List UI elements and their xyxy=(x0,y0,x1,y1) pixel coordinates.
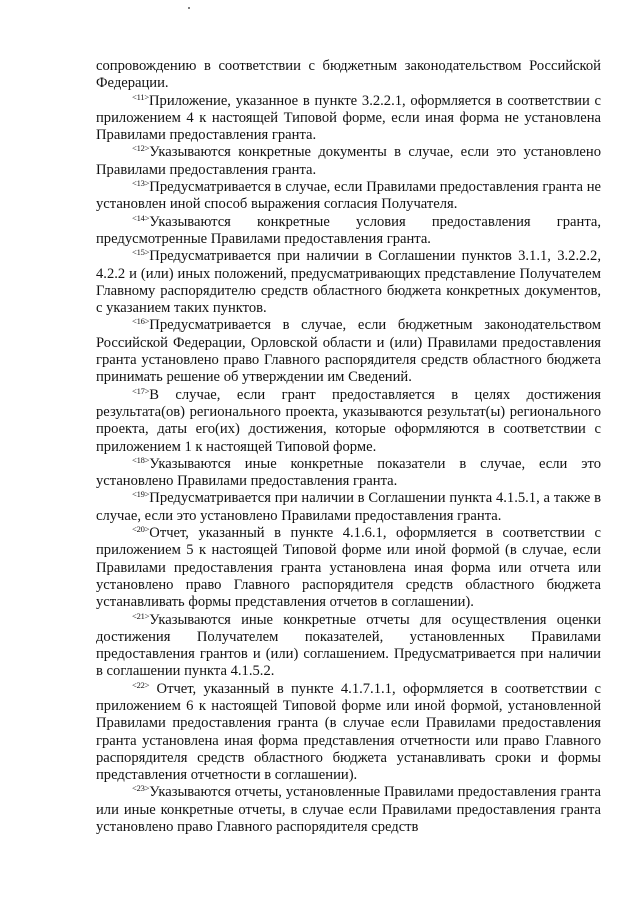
footnote-text: Отчет, указанный в пункте 4.1.6.1, оформляется в соответствии с приложением 5 к настоящей Типовой форме или иной формой (в случае, если Правилами предоставления гранта установлена иная форма или отчета или установлено право Главного распорядителя средств областного бюджета устанавливать формы представления отчетов в соглашении). xyxy=(96,525,601,611)
footnote-ref: <18> xyxy=(132,454,150,465)
footnote-ref: <14> xyxy=(132,212,150,223)
footnote-ref: <12> xyxy=(132,143,150,154)
footnote-20 xyxy=(96,525,601,611)
footnote-13 xyxy=(96,179,601,214)
footnote-14 xyxy=(96,214,601,249)
footnote-text: Приложение, указанное в пункте 3.2.2.1, оформляется в соответствии с приложением 4 к настоящей Типовой форме, если иная форма не установлена Правилами предоставления гранта. xyxy=(96,92,601,144)
footnote-ref: <21> xyxy=(132,610,150,621)
footnote-23 xyxy=(96,784,601,836)
footnote-text: Предусматривается в случае, если Правилами предоставления гранта не установлен иной способ выражения согласия Получателя. xyxy=(96,179,601,213)
footnote-text: Указываются отчеты, установленные Правилами предоставления гранта или иные конкретные отчеты, в случае если Правилами предоставления гранта установлено право Главного распорядителя средств xyxy=(96,784,601,836)
footnote-text: Предусматривается при наличии в Соглашении пунктов 3.1.1, 3.2.2.2, 4.2.2 и (или) иных положений, предусматривающих представление Получателем Главному распорядителю средств областного бюджета конкретных документов, с указанием таких пунктов. xyxy=(96,248,601,317)
scan-artifact-dot xyxy=(188,7,190,9)
footnote-21 xyxy=(96,612,601,681)
footnote-ref: <20> xyxy=(132,524,150,535)
footnote-11 xyxy=(96,93,601,145)
footnote-ref: <13> xyxy=(132,178,150,189)
footnote-ref: <15> xyxy=(132,247,150,258)
footnote-ref: <23> xyxy=(132,783,150,794)
footnote-text: Предусматривается при наличии в Соглашении пункта 4.1.5.1, а также в случае, если это установлено Правилами предоставления гранта. xyxy=(96,490,601,524)
opening-paragraph: сопровождению в соответствии с бюджетным законодательством Российской Федерации. xyxy=(96,58,601,92)
footnote-ref: <17> xyxy=(132,385,150,396)
footnote-16 xyxy=(96,317,601,386)
footnote-17 xyxy=(96,387,601,456)
footnote-15 xyxy=(96,248,601,317)
footnote-text: Предусматривается в случае, если бюджетным законодательством Российской Федерации, Орловской области и (или) Правилами предоставления гранта установлено право Главного распорядителя средств областного бюджета принимать решение об утверждении им Сведений. xyxy=(96,317,601,386)
footnote-text: Указываются конкретные документы в случае, если это установлено Правилами предоставления гранта. xyxy=(96,144,601,178)
footnote-text: Указываются иные конкретные показатели в случае, если это установлено Правилами предоставления гранта. xyxy=(96,455,601,490)
footnote-text: Отчет, указанный в пункте 4.1.7.1.1, оформляется в соответствии с приложением 6 к настоящей Типовой форме или иной формой, установленной Правилами предоставления гранта (в случае если Правилами предоставления гранта установлена иная форма представления отчетности или право Главного распорядителя средств областного бюджета устанавливать сроки и формы представления отчетности в соглашении). xyxy=(96,680,601,784)
footnote-ref: <16> xyxy=(132,316,150,327)
footnote-text: Указываются иные конкретные отчеты для осуществления оценки достижения Получателем показателей, установленных Правилами предоставления грантов и (или) соглашением. Предусматривается при наличии в соглашении пункта 4.1.5.2. xyxy=(96,611,601,680)
footnote-12 xyxy=(96,144,601,179)
footnote-19 xyxy=(96,490,601,525)
footnote-text: В случае, если грант предоставляется в целях достижения результата(ов) регионального проекта, указываются результат(ы) регионального проекта, даты его(их) достижения, которые оформляются в соответствии с приложением 1 к настоящей Типовой форме. xyxy=(96,386,601,455)
footnote-22 xyxy=(96,681,601,785)
footnote-text: Указываются конкретные условия предоставления гранта, предусмотренные Правилами предоставления гранта. xyxy=(96,213,601,247)
footnote-ref: <22> xyxy=(132,679,150,690)
document-page xyxy=(96,58,601,836)
footnote-18 xyxy=(96,456,601,491)
footnote-ref: <11> xyxy=(132,91,149,102)
footnote-ref: <19> xyxy=(132,489,150,500)
